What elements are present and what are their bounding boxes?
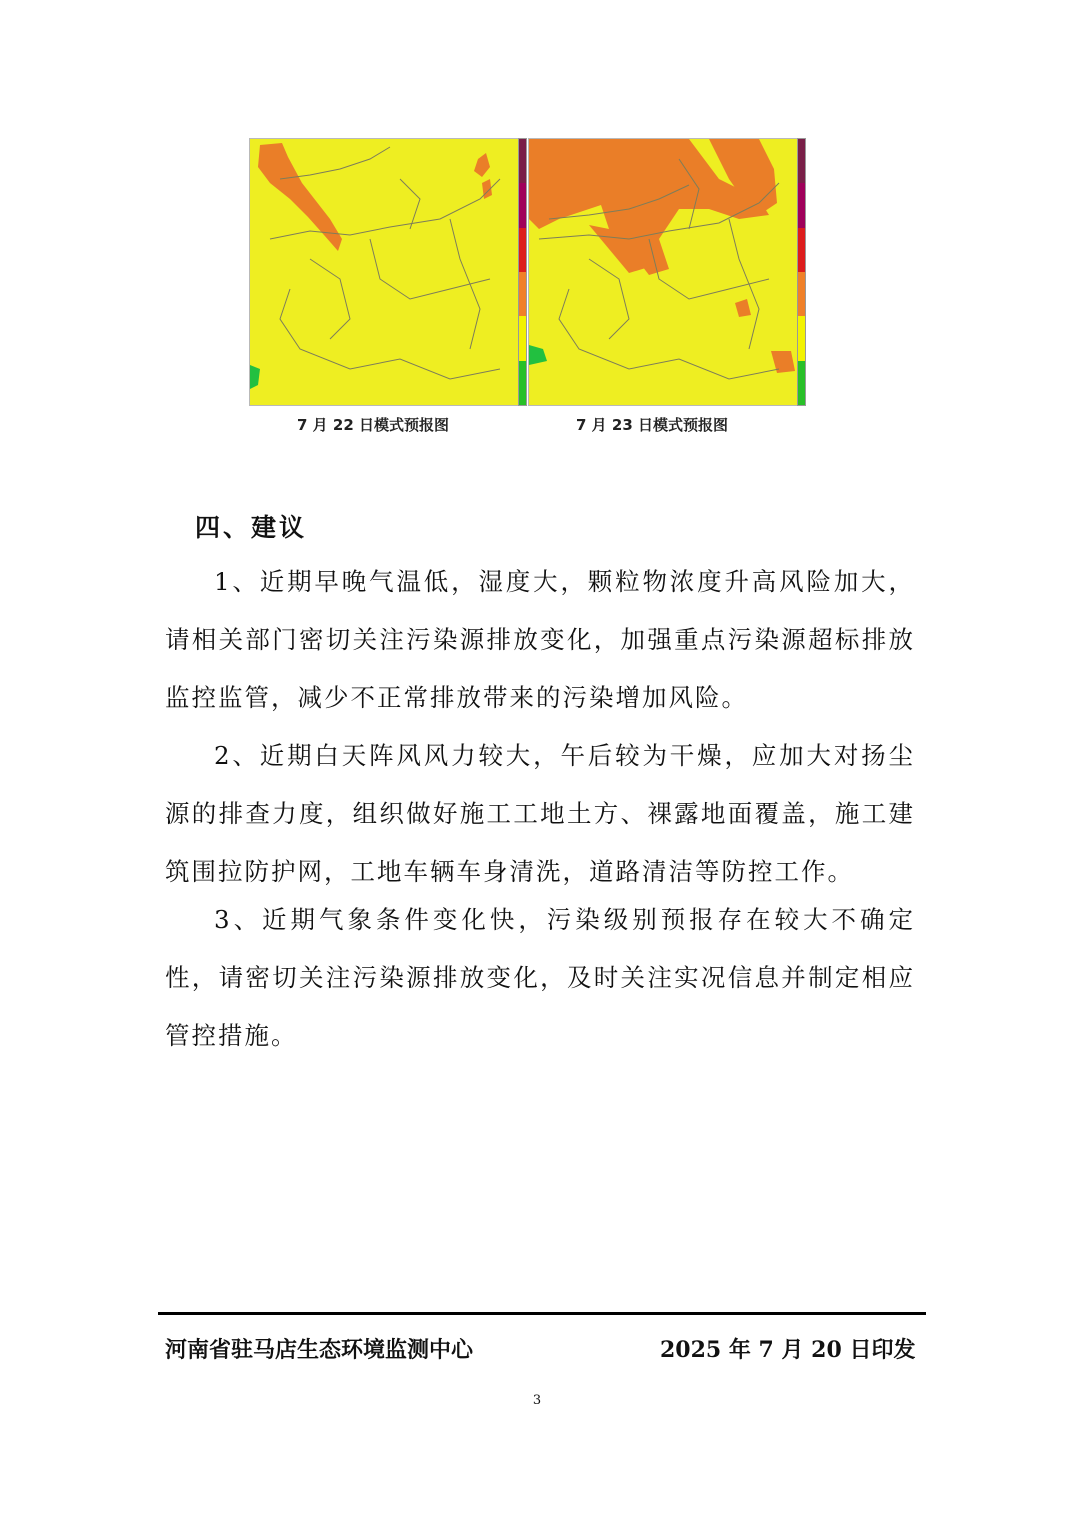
color-legend-bar [518,138,527,406]
paragraph-2: 2、近期白天阵风风力较大，午后较为干燥，应加大对扬尘源的排查力度，组织做好施工工地土方、裸露地面覆盖，施工建筑围拉防护网，工地车辆车身清洗，道路清洁等防控工作。 [165,741,915,886]
section-heading: 四、建议 [195,513,308,542]
footer-issue-date: 2025 年 7 月 20 日印发 [660,1337,916,1363]
figure-caption-july-22: 7 月 22 日模式预报图 [297,416,449,434]
footer-divider [158,1312,926,1315]
forecast-map-july-22 [249,138,519,406]
figure-caption-july-23: 7 月 23 日模式预报图 [576,416,728,434]
paragraph-3: 3、近期气象条件变化快，污染级别预报存在较大不确定性，请密切关注污染源排放变化，及时关注实况信息并制定相应管控措施。 [165,905,915,1050]
color-legend-bar [797,138,806,406]
forecast-map-july-23 [528,138,798,406]
paragraph-1: 1、近期早晚气温低，湿度大，颗粒物浓度升高风险加大，请相关部门密切关注污染源排放变化，加强重点污染源超标排放监控监管，减少不正常排放带来的污染增加风险。 [165,567,915,712]
page-number: 3 [532,1393,542,1408]
footer-organization: 河南省驻马店生态环境监测中心 [165,1337,474,1363]
